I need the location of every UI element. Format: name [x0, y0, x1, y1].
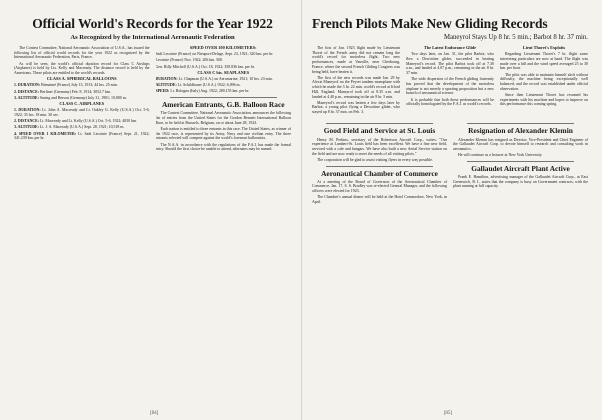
- lower-column-right: [453, 120, 588, 206]
- section-heading: SPEED OVER 100 KILOMETERS:: [189, 46, 257, 50]
- article-paragraph: The corporation will be glad to assist visiting flyers in every way possible.: [317, 157, 433, 162]
- right-columns: [312, 46, 588, 116]
- right-page: [301, 0, 602, 420]
- article-paragraph: The first of Jan. 1923 flight made by Lieutenant Thoret of the French army did not remain long the world's record for motorless flight. Two new performances, made at Vauville, near Cherbourg, France, where the second French Gliding Congress was being held, have beaten it.: [312, 46, 400, 74]
- record-entry: ALTITUDE: Lt. Schildhauer (U.S.A.) 1922; 6,096 m.: [155, 83, 241, 88]
- article-paragraph: Henry M. Perkins, secretary of the Robertson Aircraft Corp., writes: "Our experience at Lambert-St. Louis field has been excellent. We have a fine new field, serviced with a cafe and hangars. We have also built a new Aerial Service station on the field and are now ready to meet the needs of all visiting pilots.": [312, 137, 447, 156]
- record-entry: 4. SPEED OVER 1 KILOMETER: Lt. Sadi Lecointe (France) Sept. 21, 1922; 341.239 km. per hr.: [14, 131, 150, 141]
- article-paragraph: The pilot was able to maintain himself aloft without difficulty, the machine being exceptionally well balanced, and the record was established under official observation.: [500, 72, 588, 91]
- left-headline: Official World's Records for the Year 1922: [32, 16, 273, 31]
- divider: [170, 97, 278, 98]
- record-entry: Sadi Lecointe (France) on Nieuport-Delage, Sept. 23, 1921; 320 km. per hr.: [155, 52, 274, 57]
- record-entry: DURATION: Lt. Chapman (U.S.A.) on Aeromarine, 1921; 10 hrs. 23 min.: [155, 77, 273, 82]
- section-heading: Lieut Thoret's Exploits: [522, 46, 566, 50]
- section-heading: CLASS C bis. SEAPLANES: [197, 69, 250, 75]
- article-title: Gallaudet Aircraft Plant Active: [471, 163, 570, 173]
- right-lower-articles: [312, 120, 588, 206]
- article-paragraph: The N.A.A. in accordance with the regulations of the F.A.I. has made the formal entry. Should the first choice be unable to attend, alternates may be named.: [155, 142, 291, 152]
- article-paragraph: The Chamber's annual dinner will be held at the Hotel Commodore, New York, in April.: [312, 195, 447, 205]
- right-subhead: Maneyrol Stays Up 8 hr. 5 min.; Barbot 8 hr. 37 min.: [443, 34, 588, 41]
- article-title: Resignation of Alexander Klemin: [468, 126, 573, 136]
- divider: [326, 123, 433, 124]
- record-entry: 2. DISTANCE: Lt. Macready and Lt. Kelly (U.S.A.) Oct. 5-6, 1922; 4050 km.: [14, 119, 138, 124]
- right-column-1: [312, 46, 400, 116]
- left-subhead: As Recognized by the International Aeronautic Federation: [70, 34, 235, 41]
- article-paragraph: The wide dispersion of the French gliding fraternity has proved that the development of the motorless airplane is not merely a sporting proposition but a new branch of aeronautical science.: [406, 77, 494, 96]
- record-entry: 3. ALTITUDE: Lt. J. A. Macready (U.S.A.) Sept. 28, 1921; 10,518 m.: [14, 125, 125, 130]
- article-paragraph: The first of the new records was made Jan. 29 by Alexis Maneyrol on the Peyret tandem monoplane with which he made the 3 hr. 22 min. world's record at Itford Hill, England. Maneyrol took off at 8.35 a.m. and landed at 4.40 p.m., remaining in the air 8 hr. 5 min.: [312, 75, 400, 99]
- article-paragraph: It is probable that both these performances will be officially homologated by the F.A.I. as world's records.: [406, 97, 494, 107]
- section-heading: The Latest Endurance Glide: [423, 46, 477, 50]
- record-entry: 2. DISTANCE: Berliner (Germany) Feb. 8, 1914; 3052.7 km.: [14, 89, 111, 94]
- article-paragraph: Since then Lieutenant Thoret has resumed his experiments with his machine and hopes to improve on this performance this coming spring.: [500, 92, 588, 107]
- section-heading: CLASS A. SPHERICAL BALLOONS: [46, 76, 117, 82]
- article-title: American Entrants, G.B. Balloon Race: [161, 100, 285, 110]
- record-entry: Lecointe (France) Nov. 1922; 206 km. 500.: [155, 58, 223, 63]
- article-paragraph: Two days later, on Jan. 31, the pilot Barbot, who flew a Dewoitine glider, succeeded in beating Maneyrol's record. The pilot Barbot took off at 7.30 a.m., and landed at 4.07 p.m., remaining in the air 8 hr. 37 min.: [406, 52, 494, 76]
- article-paragraph: Each nation is entitled to three entrants in this race. The United States, as winner of the 1922 race, is represented by its Army, Navy and one civilian entry. The three entrants selected will compete against the world's foremost balloonists.: [155, 126, 291, 141]
- right-column-3: [500, 46, 588, 116]
- page-number: [85]: [443, 411, 452, 416]
- lower-column-left: [312, 120, 447, 206]
- record-entry: SPEED: Lt. Bologna (Italy) Aug. 1922; 280.155 km. per hr.: [155, 89, 250, 94]
- article-title: Good Field and Service at St. Louis: [323, 126, 436, 136]
- left-columns: [14, 46, 291, 153]
- record-entry: 1. DURATION: Bienaimé (France) July 13, 1913; 44 hrs. 25 min.: [14, 83, 118, 88]
- record-entry: 1. DURATION: Lt. John A. Macready and Lt. Oakley G. Kelly (U.S.A.) Oct. 5-6, 1922; 35 hrs. 18 min. 30 sec.: [14, 108, 150, 117]
- article-paragraph: Frank E. Hamilton, advertising manager of the Gallaudet Aircraft Corp., at East Greenwich, R. I., states that the company is busy on Government contracts, with the plant running at full capacity.: [453, 175, 588, 189]
- right-headline: French Pilots Make New Gliding Records: [312, 16, 548, 31]
- intro-paragraph: The Contest Committee, National Aeronautic Association of U.S.A., has issued the following list of official world records for the year 1922 as recognized by the International Aeronautic Federation, Paris, France.: [14, 46, 150, 60]
- article-paragraph: Alexander Klemin has resigned as Director, Vice-President and Chief Engineer of the Gallaudet Aircraft Corp. to devote himself to research and consulting work in aeronautics.: [453, 137, 588, 151]
- right-column-2: [406, 46, 494, 116]
- article-paragraph: Maneyrol's record was beaten a few days later by Barbot, a young pilot flying a Dewoitine glider, who stayed up 8 hr. 37 min. on Feb. 3.: [312, 100, 400, 115]
- intro-paragraph: As will be seen, the world's official duration record for Class C Airships (Airplanes) is held by Lts. Kelly and Macready. The distance record is held by the Americans. These pilots are entitled to the world's records.: [14, 61, 150, 76]
- divider: [467, 161, 574, 162]
- left-column-2: [156, 46, 292, 153]
- section-heading: CLASS C. AIRPLANES: [59, 101, 105, 107]
- left-column-1: [14, 46, 150, 153]
- article-title: Aeronautical Chamber of Commerce: [321, 168, 438, 178]
- article-paragraph: Regarding Lieutenant Thoret's 7 hr. flight some interesting particulars are now at hand. The flight was made over a hill and the wind speed averaged 25 to 30 km. per hour.: [500, 52, 588, 71]
- article-paragraph: He will continue as a lecturer at New York University.: [458, 153, 543, 158]
- article-paragraph: At a meeting of the Board of Governors of the Aeronautical Chamber of Commerce, Jan. 17, S. S. Bradley was re-elected General Manager, and the following officers were elected for 1923.: [312, 179, 447, 194]
- divider: [467, 123, 574, 124]
- record-entry: Gen. Billy Mitchell (U.S.A.) Oct. 18, 1922; 358.836 km. per hr.: [155, 64, 255, 69]
- divider: [326, 166, 433, 167]
- page-number: [84]: [150, 411, 159, 416]
- article-paragraph: The Contest Committee, National Aeronautic Association, announces the following list of entries from the United States for the Gordon Bennett International Balloon Race, to be held at Brussels, Belgium, on or about June 28, 1923.: [155, 111, 291, 125]
- record-entry: 3. ALTITUDE: Suring and Berson (Germany) July 31, 1901; 10,800 m.: [14, 95, 127, 100]
